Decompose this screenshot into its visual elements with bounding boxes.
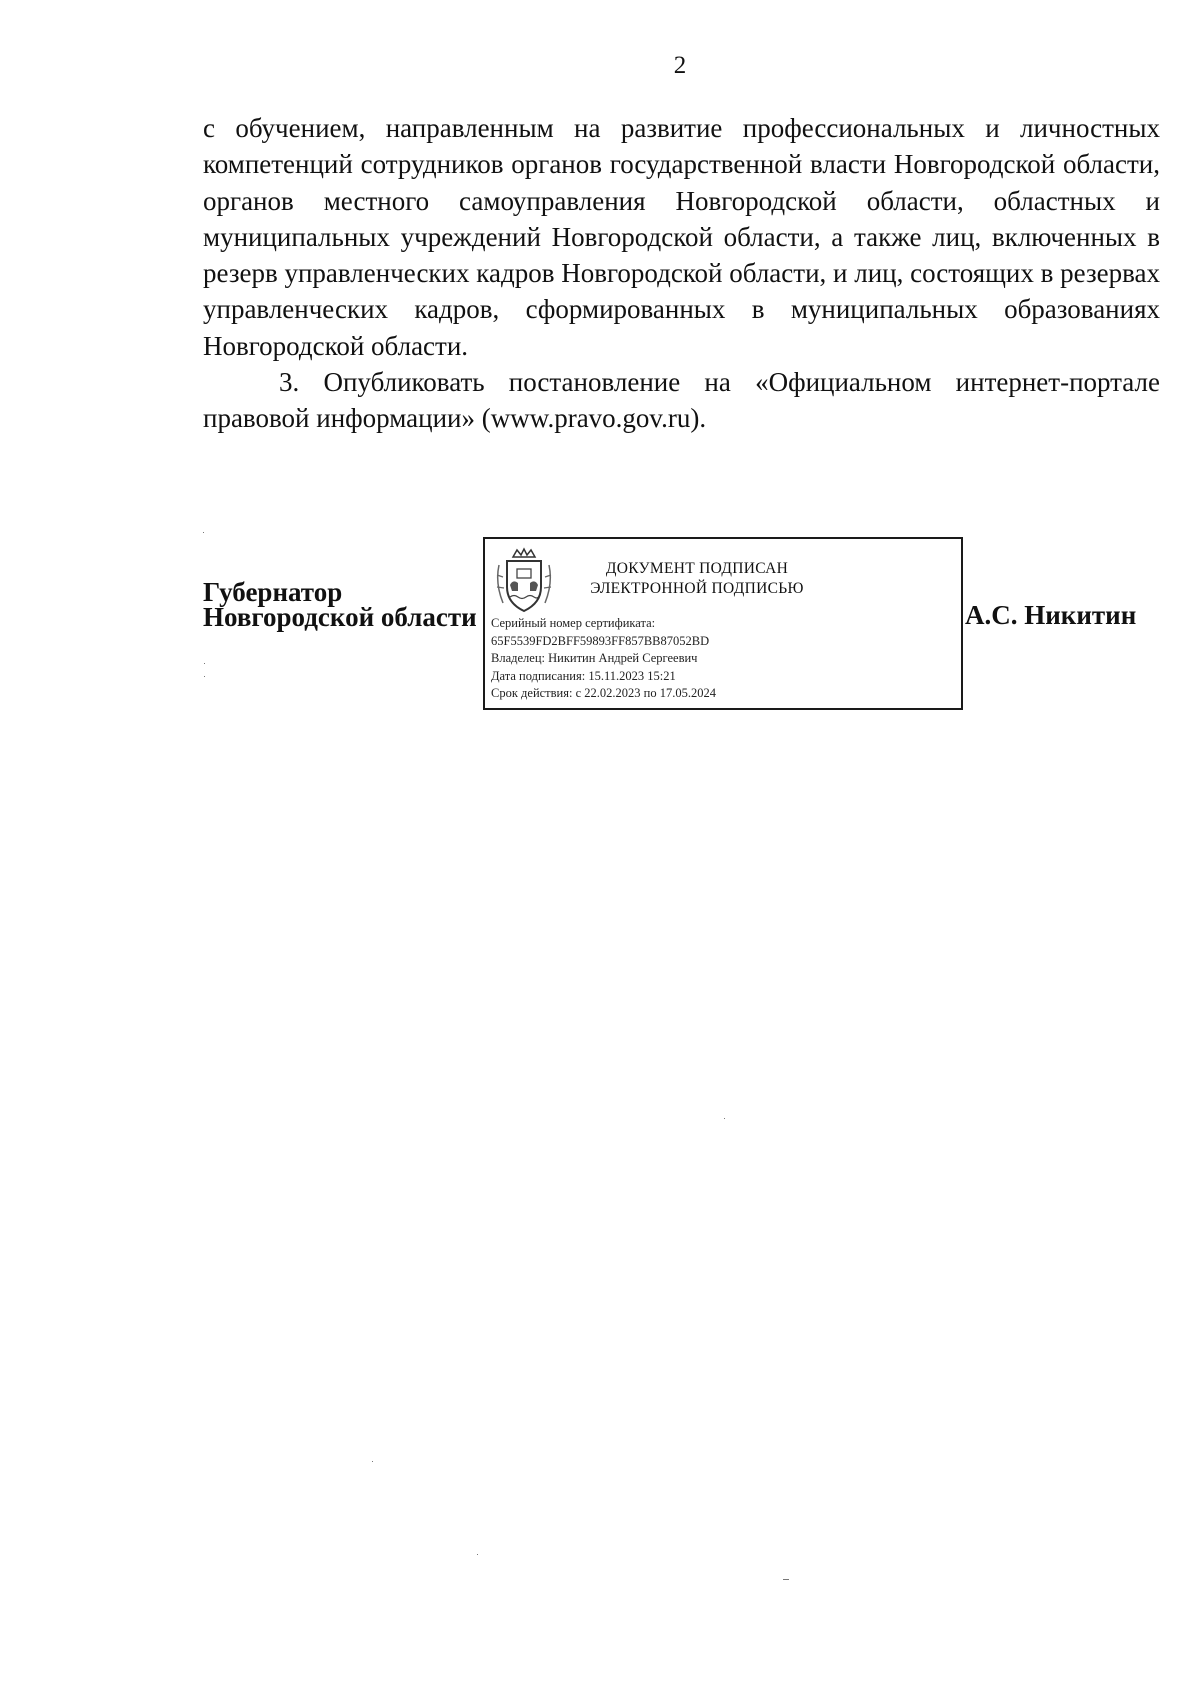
certificate-serial-label: Серийный номер сертификата: <box>491 616 656 630</box>
page-number: 2 <box>673 52 687 79</box>
scan-speck <box>372 1461 373 1462</box>
stamp-title <box>559 559 835 599</box>
paragraph-item-3: 3. Опубликовать постановление на «Официальном интернет-портале правовой информации» (www.pravo.gov.ru). <box>203 367 1160 434</box>
novgorod-coat-of-arms-icon <box>493 547 555 617</box>
scan-speck <box>204 676 205 677</box>
scan-speck <box>724 1118 725 1119</box>
signatory-position-line2: Новгородской области <box>203 602 477 632</box>
certificate-serial-value: 65F5539FD2BFF59893FF857BB87052BD <box>491 633 710 648</box>
paragraph-continuation: с обучением, направленным на развитие профессиональных и личностных компетенций сотрудников органов государственной власти Новгородской области, органов местного самоуправления Новгородской области, областных и муниципальных учреждений Новгородской области, а также лиц, включенных в резерв управленческих кадров Новгородской области, и лиц, состоящих в резервах управленческих кадров, сформированных в муниципальных образованиях Новгородской области. <box>203 113 1160 361</box>
signing-date: Дата подписания: 15.11.2023 15:21 <box>491 668 676 683</box>
certificate-validity: Срок действия: с 22.02.2023 по 17.05.2024 <box>491 686 716 700</box>
signatory-position <box>203 577 477 632</box>
stamp-title-line1: ДОКУМЕНТ ПОДПИСАН <box>605 560 789 577</box>
electronic-signature-stamp <box>483 537 963 710</box>
scan-speck <box>204 663 205 664</box>
certificate-owner: Владелец: Никитин Андрей Сергеевич <box>491 651 698 665</box>
document-body <box>203 110 1160 437</box>
scan-speck <box>203 532 204 533</box>
stamp-details <box>491 615 716 703</box>
stamp-title-line2: ЭЛЕКТРОННОЙ ПОДПИСЬЮ <box>590 580 804 597</box>
scan-speck <box>783 1579 789 1580</box>
signatory-name: А.С. Никитин <box>965 600 1137 630</box>
signatory-position-line1: Губернатор <box>203 577 343 607</box>
scan-speck <box>477 1554 478 1555</box>
